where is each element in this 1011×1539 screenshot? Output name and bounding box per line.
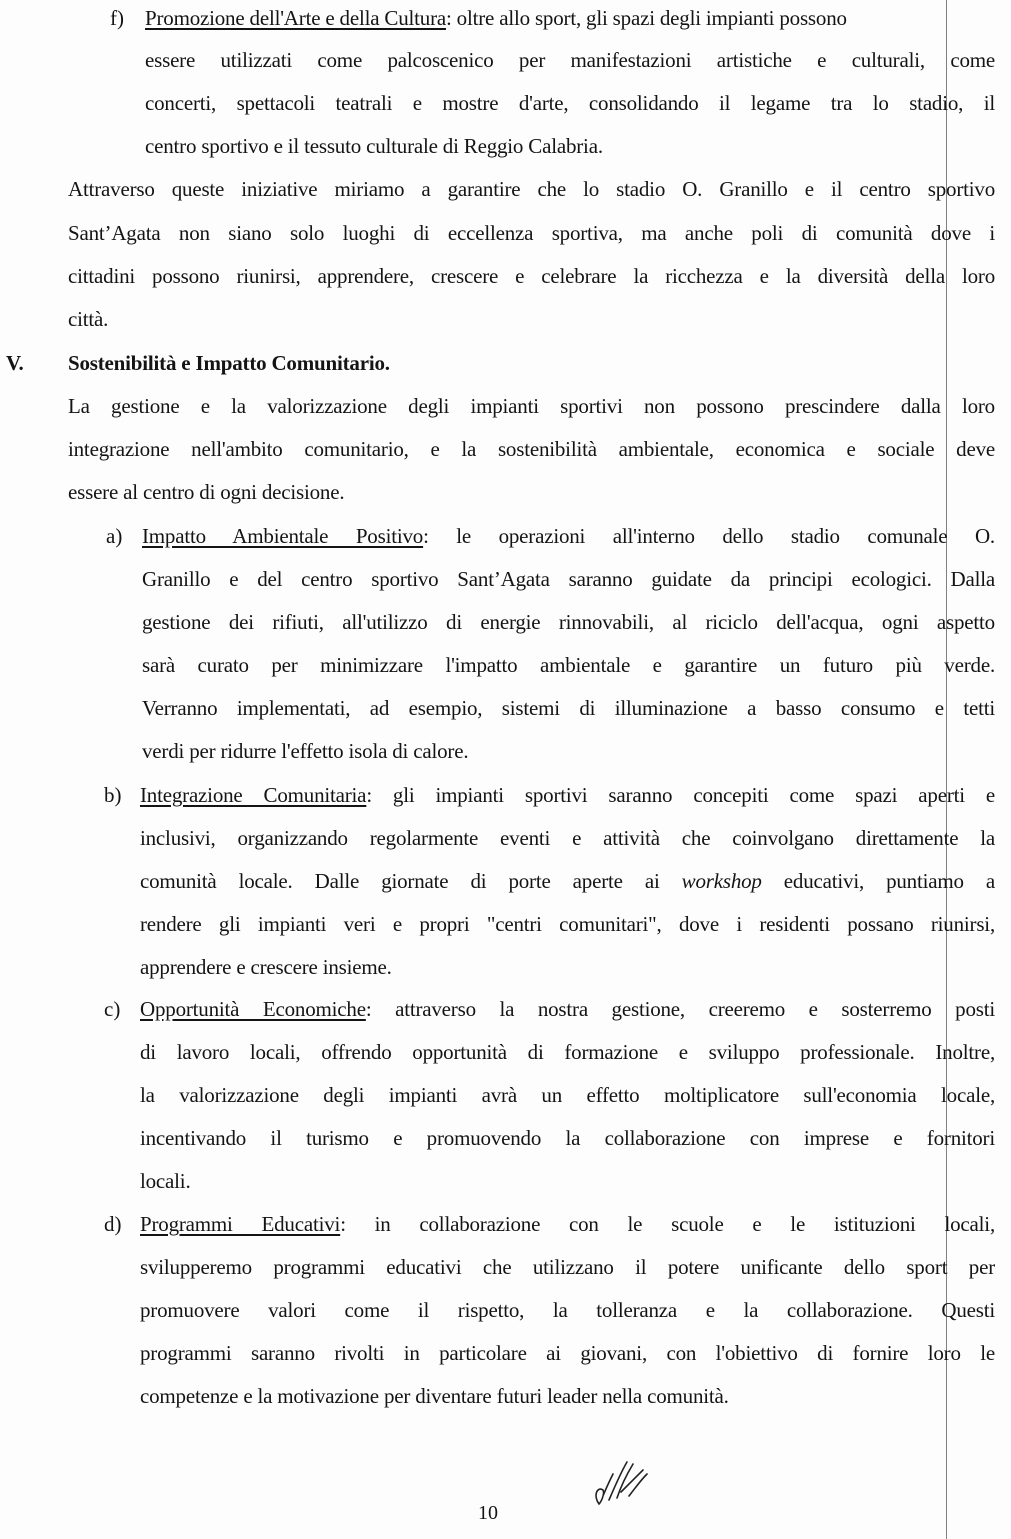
list-marker-a: a) (106, 524, 123, 548)
item-a-line-3: gestione dei rifiuti, all'utilizzo di energie rinnovabili, al riciclo dell'acqua, ogni aspetto (142, 610, 995, 634)
item-c-line-3: la valorizzazione degli impianti avrà un effetto moltiplicatore sull'economia locale, (140, 1083, 995, 1107)
section-intro-line-1: La gestione e la valorizzazione degli impianti sportivi non possono prescindere dalla loro (68, 394, 995, 418)
item-f-line-3: concerti, spettacoli teatrali e mostre d'arte, consolidando il legame tra lo stadio, il (145, 91, 995, 115)
section-intro-line-2: integrazione nell'ambito comunitario, e la sostenibilità ambientale, economica e sociale deve (68, 437, 995, 461)
item-a-line-5: Verranno implementati, ad esempio, sistemi di illuminazione a basso consumo e tetti (142, 696, 995, 720)
item-f-line-1: Promozione dell'Arte e della Cultura: oltre allo sport, gli spazi degli impianti possono (145, 6, 847, 30)
item-d-title: Programmi Educativi (140, 1212, 341, 1236)
item-b-line-2: inclusivi, organizzando regolarmente eventi e attività che coinvolgano direttamente la (140, 826, 995, 850)
item-a-line-6: verdi per ridurre l'effetto isola di calore. (142, 739, 469, 763)
italic-word: workshop (681, 869, 762, 893)
closing-paragraph-line-2: Sant’Agata non siano solo luoghi di eccellenza sportiva, ma anche poli di comunità dove i (68, 221, 995, 245)
item-c-title: Opportunità Economiche (140, 997, 366, 1021)
item-f-title: Promozione dell'Arte e della Cultura (145, 6, 446, 30)
section-intro-line-3: essere al centro di ogni decisione. (68, 480, 345, 504)
item-b-title: Integrazione Comunitaria (140, 783, 367, 807)
item-a-line-2: Granillo e del centro sportivo Sant’Agata saranno guidate da principi ecologici. Dalla (142, 567, 995, 591)
item-d-line-2: svilupperemo programmi educativi che utilizzano il potere unificante dello sport per (140, 1255, 995, 1279)
item-f-line-4: centro sportivo e il tessuto culturale di Reggio Calabria. (145, 134, 603, 158)
item-a-title: Impatto Ambientale Positivo (142, 524, 424, 548)
item-c-line-5: locali. (140, 1169, 191, 1193)
handwritten-signature (585, 1456, 660, 1518)
list-marker-f: f) (110, 6, 124, 30)
item-c-line-4: incentivando il turismo e promuovendo la collaborazione con imprese e fornitori (140, 1126, 995, 1150)
item-c-line-2: di lavoro locali, offrendo opportunità di formazione e sviluppo professionale. Inoltre, (140, 1040, 995, 1064)
section-heading: Sostenibilità e Impatto Comunitario. (68, 351, 390, 375)
item-a-line-4: sarà curato per minimizzare l'impatto ambientale e garantire un futuro più verde. (142, 653, 995, 677)
item-d-line-5: competenze e la motivazione per diventare futuri leader nella comunità. (140, 1384, 729, 1408)
section-numeral: V. (6, 351, 24, 375)
page-number: 10 (478, 1502, 498, 1524)
item-b-line-3: comunità locale. Dalle giornate di porte aperte ai workshop educativi, puntiamo a (140, 869, 995, 893)
item-b-line-1: Integrazione Comunitaria: gli impianti sportivi saranno concepiti come spazi aperti e (140, 783, 995, 807)
item-c-line-1: Opportunità Economiche: attraverso la nostra gestione, creeremo e sosterremo posti (140, 997, 995, 1021)
closing-paragraph-line-4: città. (68, 307, 109, 331)
item-d-line-4: programmi saranno rivolti in particolare ai giovani, con l'obiettivo di fornire loro le (140, 1341, 995, 1365)
list-marker-d: d) (104, 1212, 122, 1236)
item-b-line-5: apprendere e crescere insieme. (140, 955, 392, 979)
item-b-line-4: rendere gli impianti veri e propri "centri comunitari", dove i residenti possano riunirsi, (140, 912, 995, 936)
list-marker-c: c) (104, 997, 121, 1021)
closing-paragraph-line-1: Attraverso queste iniziative miriamo a garantire che lo stadio O. Granillo e il centro sportivo (68, 177, 995, 201)
item-f-line-2: essere utilizzati come palcoscenico per manifestazioni artistiche e culturali, come (145, 48, 995, 72)
closing-paragraph-line-3: cittadini possono riunirsi, apprendere, crescere e celebrare la ricchezza e la diversità della loro (68, 264, 995, 288)
item-a-line-1: Impatto Ambientale Positivo: le operazioni all'interno dello stadio comunale O. (142, 524, 995, 548)
item-d-line-3: promuovere valori come il rispetto, la tolleranza e la collaborazione. Questi (140, 1298, 995, 1322)
item-d-line-1: Programmi Educativi: in collaborazione con le scuole e le istituzioni locali, (140, 1212, 995, 1236)
list-marker-b: b) (104, 783, 122, 807)
